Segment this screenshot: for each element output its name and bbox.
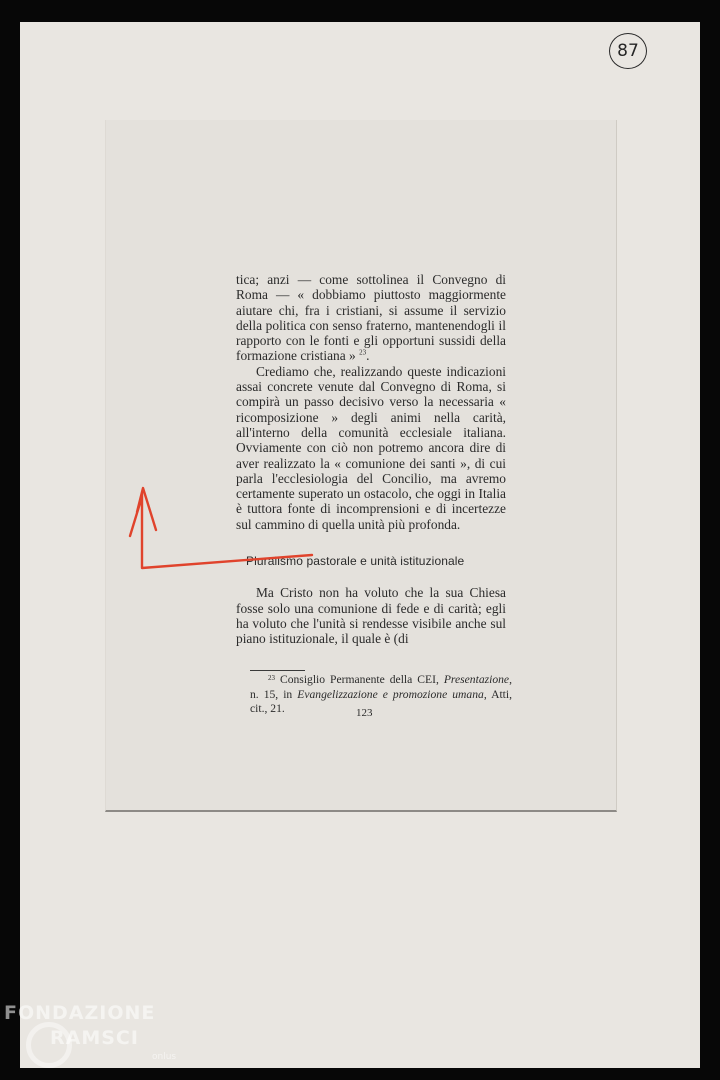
watermark-line2: RAMSCI <box>50 1027 139 1049</box>
annotation-arrow <box>130 488 312 568</box>
stamp-number: 87 <box>617 41 639 61</box>
paragraph-1: tica; anzi — come sottolinea il Convegno di Roma — « dobbiamo piuttosto maggiormente aiutare chi, fra i cristiani, si assume il servizio della politica con senso fraterno, mantenendogli il rapporto con le fonti e gli opportuni sussidi della formazione cristiana » $^{23}$. <box>236 272 506 364</box>
footnote-number: 23 <box>268 674 275 682</box>
footnote: $^{23}$ Consiglio Permanente della CEI, Presentazione, n. 15, in Evangelizzazione e promozione umana, Atti, cit., 21. <box>250 673 513 715</box>
page-number: 123 <box>356 707 373 719</box>
paragraph-3: Ma Cristo non ha voluto che la sua Chiesa fosse solo una comunione di fede e di carità; egli ha voluto che l'unità si rendesse visibile anche sul piano istituzionale, il quale è (di <box>236 585 506 647</box>
section-heading: Pluralismo pastorale e unità istituzionale <box>246 554 465 569</box>
footnote-ref: 23 <box>359 349 367 358</box>
watermark-tag: onlus <box>152 1052 177 1062</box>
paragraph-2: Crediamo che, realizzando queste indicazioni assai concrete venute dal Convegno di Roma, si compirà un passo decisivo verso la necessaria « ricomposizione » degli animi nella carità, all'interno della comunità ecclesiale italiana. Ovviamente con ciò non potremo ancora dire di aver realizzato la « comunione dei santi », di cui parla l'ecclesiologia del Concilio, ma avremo certamente superato un ostacolo, che oggi in Italia è tuttora fonte di incomprensioni e di incertezze sul cammino di quella unità più profonda. <box>236 363 506 532</box>
watermark-line1: FONDAZIONE <box>4 1002 156 1024</box>
fondazione-gramsci-watermark <box>4 1000 194 1078</box>
